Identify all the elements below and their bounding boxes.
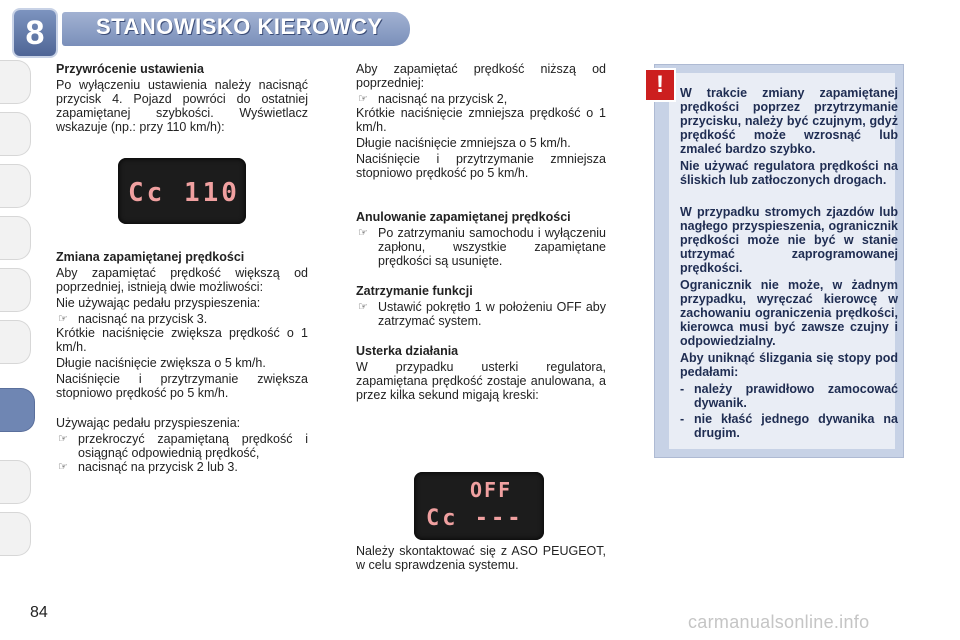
paragraph: Po wyłączeniu ustawienia należy nacisnąć przycisk 4. Pojazd powróci do ostatniej zapamiętanej szybkości. Wyświetlacz wskazuje (np.: przy 110 km/h): — [56, 78, 308, 134]
paragraph: Krótkie naciśnięcie zmniejsza prędkość o 1 km/h. — [356, 106, 606, 134]
paragraph: Należy skontaktować się z ASO PEUGEOT, w celu sprawdzenia systemu. — [356, 544, 606, 572]
section-heading: Przywrócenie ustawienia — [56, 62, 204, 76]
chapter-tab[interactable] — [0, 112, 31, 156]
paragraph: Aby zapamiętać prędkość większą od poprzedniej, istnieją dwie możliwości: — [56, 266, 308, 294]
chapter-tab[interactable] — [0, 216, 31, 260]
list-item: ☞ nacisnąć na przycisk 2, — [358, 92, 508, 106]
warning-paragraph: W trakcie zmiany zapamiętanej prędkości poprzez przytrzymanie przycisku, należy być czujnym, gdyż prędkość może wzrosnąć lub zmaleć bardzo szybko. — [680, 86, 898, 156]
warning-paragraph: Nie używać regulatora prędkości na śliskich lub zatłoczonych drogach. — [680, 159, 898, 187]
chapter-tab[interactable] — [0, 460, 31, 504]
watermark: carmanualsonline.info — [688, 612, 870, 632]
pointing-hand-icon: ☞ — [58, 433, 68, 445]
paragraph: Długie naciśnięcie zmniejsza o 5 km/h. — [356, 136, 571, 150]
warning-list-item: - nie kłaść jednego dywanika na drugim. — [680, 412, 898, 440]
paragraph: Używając pedału przyspieszenia: — [56, 416, 241, 430]
column-1-lower — [56, 250, 308, 474]
chapter-tabs — [0, 60, 34, 580]
list-item: ☞ przekroczyć zapamiętaną prędkość i osiągnąć odpowiednią prędkość, — [58, 432, 308, 460]
chapter-number: 8 — [14, 10, 56, 56]
paragraph: Naciśnięcie i przytrzymanie zmniejsza stopniowo prędkość po 5 km/h. — [356, 152, 606, 180]
paragraph: Długie naciśnięcie zwiększa o 5 km/h. — [56, 356, 266, 370]
list-item: ☞ nacisnąć na przycisk 2 lub 3. — [58, 460, 238, 474]
section-heading: Anulowanie zapamiętanej prędkości — [356, 210, 571, 224]
warning-list-item: - należy prawidłowo zamocować dywanik. — [680, 382, 898, 410]
pointing-hand-icon: ☞ — [358, 301, 368, 313]
chapter-tab[interactable] — [0, 268, 31, 312]
display-readout-dashes: Cc --- — [426, 506, 524, 531]
list-item: ☞ nacisnąć na przycisk 3. — [58, 312, 208, 326]
section-heading: Usterka działania — [356, 344, 459, 358]
section-heading: Zatrzymanie funkcji — [356, 284, 473, 298]
exclamation-icon: ! — [644, 68, 676, 102]
page-title: STANOWISKO KIEROWCY — [96, 14, 383, 39]
chapter-tab[interactable] — [0, 320, 31, 364]
paragraph: Nie używając pedału przyspieszenia: — [56, 296, 261, 310]
column-1 — [56, 62, 308, 136]
pointing-hand-icon: ☞ — [58, 461, 68, 473]
list-item: ☞ Ustawić pokrętło 1 w położeniu OFF aby zatrzymać system. — [358, 300, 606, 328]
warning-paragraph: Ogranicznik nie może, w żadnym przypadku, wyręczać kierowcę w zachowaniu ograniczenia prędkości, kierowca musi być zawsze czujny i odpowiedzialny. — [680, 278, 898, 348]
display-readout-off: OFF — [470, 478, 513, 502]
pointing-hand-icon: ☞ — [358, 227, 368, 239]
paragraph: Krótkie naciśnięcie zwiększa prędkość o 1 km/h. — [56, 326, 308, 354]
display-readout: Cc 110 — [128, 178, 240, 208]
chapter-tab[interactable] — [0, 60, 31, 104]
paragraph: Aby zapamiętać prędkość niższą od poprzedniej: — [356, 62, 606, 90]
chapter-tab[interactable] — [0, 512, 31, 556]
column-2-footer — [356, 544, 606, 574]
warning-paragraph: Aby uniknąć ślizgania się stopy pod pedałami: — [680, 351, 898, 379]
section-heading: Zmiana zapamiętanej prędkości — [56, 250, 245, 264]
chapter-tab-active[interactable] — [0, 388, 35, 432]
list-item: ☞ Po zatrzymaniu samochodu i wyłączeniu zapłonu, wszystkie zapamiętane prędkości są usunięte. — [358, 226, 606, 268]
page-number: 84 — [30, 604, 48, 621]
display-screen-1 — [118, 158, 246, 224]
pointing-hand-icon: ☞ — [358, 93, 368, 105]
warning-text — [680, 86, 898, 442]
chapter-tab[interactable] — [0, 164, 31, 208]
paragraph: W przypadku usterki regulatora, zapamiętana prędkość zostaje anulowana, a przez kilka sekund migają kreski: — [356, 360, 606, 402]
pointing-hand-icon: ☞ — [58, 313, 68, 325]
display-screen-2 — [414, 472, 544, 540]
paragraph: Naciśnięcie i przytrzymanie zwiększa stopniowo prędkość po 5 km/h. — [56, 372, 308, 400]
warning-paragraph: W przypadku stromych zjazdów lub nagłego przyspieszenia, ogranicznik prędkości może nie być w stanie utrzymać zaprogramowanej prędkości. — [680, 205, 898, 275]
column-2 — [356, 62, 606, 404]
page-header — [0, 0, 960, 58]
